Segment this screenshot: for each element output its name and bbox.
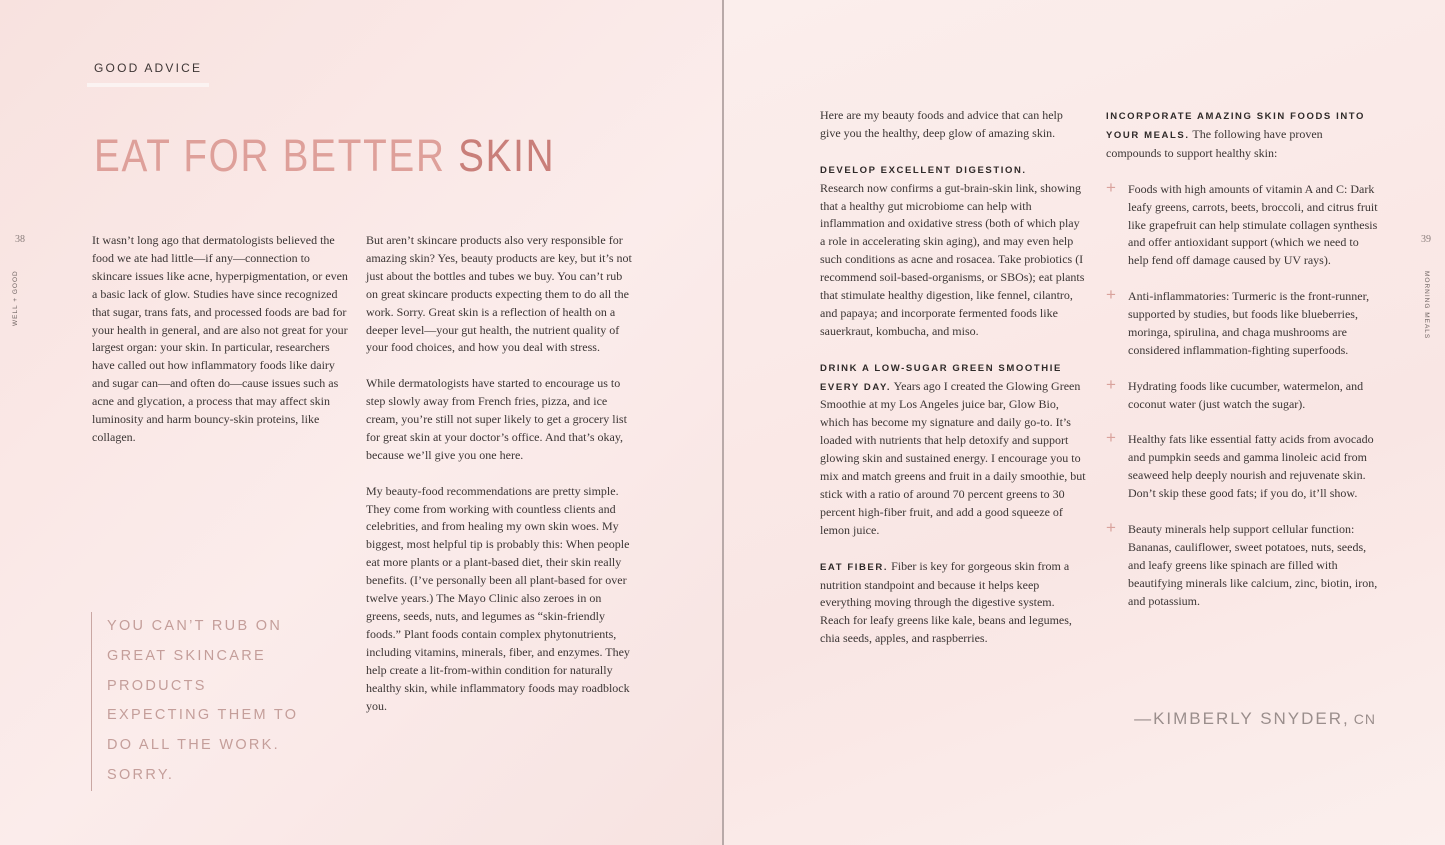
plus-icon: +	[1106, 374, 1116, 394]
advice-digestion	[820, 161, 1086, 341]
advice-smoothie	[820, 359, 1086, 540]
list-item	[1106, 177, 1378, 271]
list-item-text: Hydrating foods like cucumber, watermelon, and coconut water (just watch the sugar).	[1128, 378, 1364, 411]
left-running-head: WELL + GOOD	[12, 270, 19, 326]
advice-intro: Here are my beauty foods and advice that can help give you the healthy, deep glow of amazing skin.	[820, 108, 1063, 140]
title-accent: SKIN	[458, 130, 556, 182]
left-column-2	[366, 232, 634, 733]
author-signature	[1134, 709, 1376, 729]
page-gutter	[722, 0, 724, 845]
fiber-heading: EAT FIBER.	[820, 561, 889, 573]
list-item	[1106, 517, 1378, 611]
kicker-underline	[87, 83, 209, 87]
author-name: —KIMBERLY SNYDER,	[1134, 709, 1350, 728]
list-item-text: Foods with high amounts of vitamin A and C: Dark leafy greens, carrots, beets, broccoli, and citrus fruit like grapefruit can help stimulate collagen synthesis and offer antioxidant support (which we need to help fend off damage caused by UV rays).	[1128, 181, 1378, 268]
paragraph-skincare: But aren’t skincare products also very responsible for amazing skin? Yes, beauty products are key, but it’s not just about the bottles and tubes we buy. You can’t rub on great skincare products expecting them to do all the work. Sorry. Great skin is a reflection of health on a deeper level—your gut health, the nutrient quality of your food choices, and how you deal with stress.	[366, 233, 632, 355]
paragraph-recommendations: My beauty-food recommendations are pretty simple. They come from working with countless clients and celebrities, and from healing my own skin woes. My biggest, most helpful tip is probably this: When people eat more plants or a plant-based diet, their skin really benefits. (I’ve personally been all plant-based for over twelve years.) The Mayo Clinic also zeroes in on greens, seeds, nuts, and legumes as “skin-friendly foods.” Plant foods contain complex phytonutrients, including vitamins, minerals, fiber, and enzymes. They help create a lit-from-within condition for naturally healthy skin, while inflammatory foods may roadblock you.	[366, 483, 630, 713]
digestion-text: Research now confirms a gut-brain-skin link, showing that a healthy gut microbiome can help with inflammation and oxidative stress (both of which play a role in accelerating skin aging), and may even help such conditions as acne and rosacea. Take probiotics (I recommend soil-based-organisms, or SBOs); eat plants that stimulate healthy digestion, like fennel, cilantro, and papaya; and incorporate fermented foods like sauerkraut, kombucha, and miso.	[820, 180, 1085, 338]
right-column-1	[820, 107, 1086, 666]
page-title	[94, 130, 555, 182]
plus-icon: +	[1106, 285, 1116, 305]
skin-foods-heading: INCORPORATE AMAZING SKIN FOODS INTO YOUR MEALS.	[1106, 111, 1366, 141]
pull-quote	[91, 612, 317, 791]
left-page-number: 38	[15, 234, 25, 245]
fiber-text: Fiber is key for gorgeous skin from a nutrition standpoint and because it helps keep everything moving through the digestive system. Reach for leafy greens like kale, beans and legumes, chia seeds, apples, and raspberries.	[820, 558, 1072, 646]
list-item	[1106, 428, 1378, 503]
pull-quote-text: YOU CAN’T RUB ON GREAT SKINCARE PRODUCTS EXPECTING THEM TO DO ALL THE WORK. SORRY.	[107, 618, 299, 783]
intro-paragraph: It wasn’t long ago that dermatologists believed the food we ate had little—if any—connection to skincare issues like acne, hyperpigmentation, or even a basic lack of glow. Studies have since recognized that sugar, trans fats, and processed foods are bad for your health in general, and are also not great for your largest organ: your skin. In particular, researchers have called out how inflammatory foods like dairy and sugar can—and often do—cause issues such as acne and glycation, a process that may affect skin luminosity and harm bouncy-skin proteins, like collagen.	[92, 233, 348, 444]
list-item-text: Healthy fats like essential fatty acids from avocado and pumpkin seeds and gamma linoleic acid from seaweed help deeply nourish and rejuvenate skin. Don’t skip these good fats; if you do, it’ll show.	[1128, 432, 1374, 501]
left-column-1	[92, 232, 348, 465]
right-page-number: 39	[1421, 234, 1431, 245]
title-main: EAT FOR BETTER	[94, 130, 459, 182]
list-item-text: Anti-inflammatories: Turmeric is the front-runner, supported by studies, but foods like blueberries, moringa, spirulina, and chaga mushrooms are considered inflammation-fighting superfoods.	[1128, 289, 1370, 357]
skin-foods-list	[1106, 177, 1378, 611]
plus-icon: +	[1106, 517, 1116, 537]
list-item-text: Beauty minerals help support cellular function: Bananas, cauliflower, sweet potatoes, nuts, seeds, and leafy greens like spinach are filled with beautifying minerals like calcium, zinc, biotin, iron, and potassium.	[1128, 521, 1378, 608]
skin-foods-text: The following have proven compounds to support healthy skin:	[1106, 126, 1323, 160]
section-kicker: GOOD ADVICE	[94, 61, 203, 75]
list-item	[1106, 285, 1378, 360]
right-running-head: MORNING MEALS	[1423, 271, 1430, 340]
digestion-heading: DEVELOP EXCELLENT DIGESTION.	[820, 164, 1027, 176]
smoothie-text: Years ago I created the Glowing Green Smoothie at my Los Angeles juice bar, Glow Bio, which has become my signature and daily go-to. It’s loaded with nutrients that help detoxify and support glowing skin and sustained energy. I encourage you to mix and match greens and fruit in a daily smoothie, but stick with a ratio of around 70 percent greens to 30 percent high-fiber fruit, and add a good squeeze of lemon juice.	[820, 378, 1086, 537]
plus-icon: +	[1106, 177, 1116, 197]
list-item	[1106, 374, 1378, 414]
paragraph-dermatologists: While dermatologists have started to encourage us to step slowly away from French fries, pizza, and ice cream, you’re still not super likely to get a grocery list for great skin at your doctor’s office. And that’s okay, because we’ll give you one here.	[366, 376, 627, 462]
author-credential: CN	[1353, 711, 1376, 727]
smoothie-heading: DRINK A LOW-SUGAR GREEN SMOOTHIE EVERY DAY.	[820, 362, 1062, 393]
right-column-2	[1106, 107, 1378, 628]
advice-skin-foods	[1106, 107, 1378, 163]
advice-fiber	[820, 558, 1086, 649]
plus-icon: +	[1106, 428, 1116, 448]
